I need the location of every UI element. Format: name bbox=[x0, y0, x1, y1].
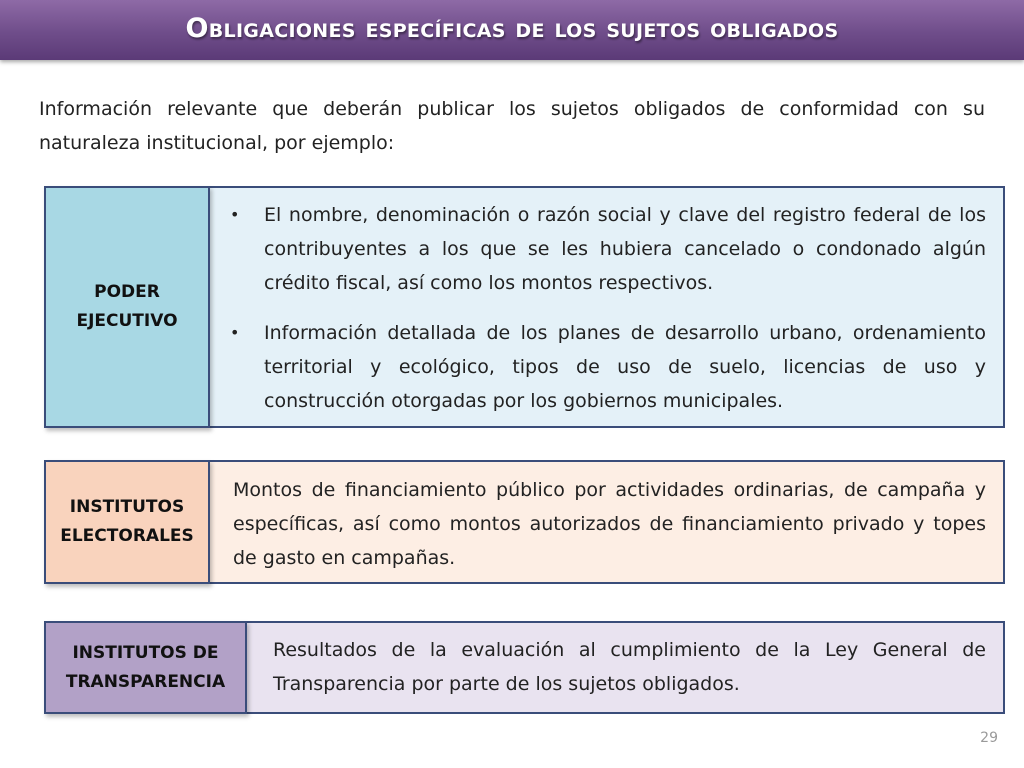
bullet-text: Información detallada de los planes de desarrollo urbano, ordenamiento territorial y ecológico, tipos de uso de suelo, licencias de uso y construcción otorgadas por los gobiernos municipales. bbox=[264, 322, 986, 412]
label-line: PODER bbox=[94, 282, 160, 302]
institutos-transparencia-panel bbox=[245, 621, 1005, 714]
poder-ejecutivo-label bbox=[44, 186, 210, 428]
poder-ejecutivo-panel bbox=[208, 186, 1005, 428]
label-line: INSTITUTOS bbox=[69, 497, 185, 517]
institutos-electorales-label bbox=[44, 460, 210, 584]
bullet-text: El nombre, denominación o razón social y clave del registro federal de los contribuyentes a los que se les hubiera cancelado o condonado algún crédito fiscal, así como los montos respectivos. bbox=[264, 204, 986, 294]
poder-ejecutivo-bullets bbox=[230, 198, 986, 418]
page-number: 29 bbox=[980, 730, 998, 746]
bullet-icon: • bbox=[230, 205, 240, 224]
bullet-icon: • bbox=[230, 323, 240, 342]
institutos-electorales-panel bbox=[208, 460, 1005, 584]
institutos-transparencia-label bbox=[44, 621, 247, 714]
list-item bbox=[230, 198, 986, 300]
institutos-electorales-text: Montos de financiamiento público por actividades ordinarias, de campaña y específicas, así como montos autorizados de financiamiento privado y topes de gasto en campañas. bbox=[233, 479, 986, 569]
intro-paragraph: Información relevante que deberán publicar los sujetos obligados de conformidad con su naturaleza institucional, por ejemplo: bbox=[39, 98, 985, 154]
label-line: EJECUTIVO bbox=[76, 311, 178, 331]
institutos-transparencia-text: Resultados de la evaluación al cumplimiento de la Ley General de Transparencia por parte de los sujetos obligados. bbox=[273, 639, 986, 695]
list-item bbox=[230, 316, 986, 418]
label-line: INSTITUTOS DE bbox=[72, 642, 219, 663]
title-bar bbox=[0, 0, 1024, 60]
label-line: ELECTORALES bbox=[60, 526, 194, 546]
label-line: TRANSPARENCIA bbox=[65, 671, 226, 692]
page-title: Obligaciones específicas de los sujetos obligados bbox=[185, 12, 839, 44]
poder-ejecutivo-content bbox=[230, 198, 986, 418]
